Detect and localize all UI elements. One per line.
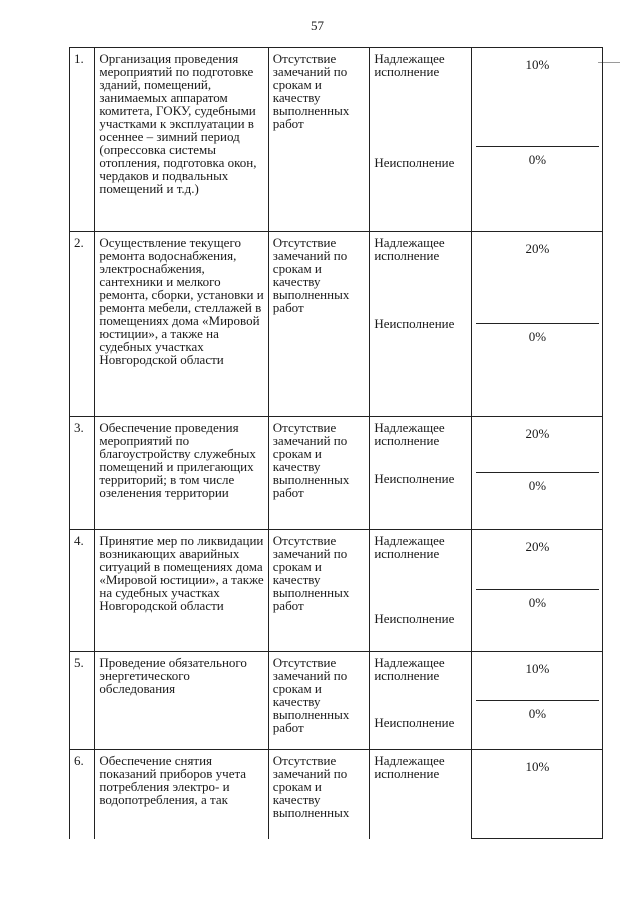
table-row [70,232,603,417]
percent-cell [471,48,602,232]
percent-cell [471,232,602,417]
table-row [70,417,603,530]
work-description: Осуществление текущего ремонта водоснабжения, электроснабжения, сантехники и мелкого ремонта, сборки, установки и ремонта мебели, стеллажей в помещениях дома «Мировой юстиции», а также на судебных участках Новгородской области [95,232,268,417]
work-description: Обеспечение снятия показаний приборов учета потребления электро- и водопотребления, а так [95,750,268,839]
evaluation-criteria: Отсутствие замечаний по срокам и качеству выполненных работ [268,48,370,232]
result-proper: Надлежащее исполнение [374,420,445,448]
percent-proper: 10% [476,52,599,147]
result-cell [370,652,472,750]
percent-failure: 0% [528,329,547,344]
row-number: 1. [70,48,95,232]
result-proper: Надлежащее исполнение [374,51,445,79]
percent-failure: 0% [528,152,547,167]
percent-cell [471,530,602,652]
row-number: 3. [70,417,95,530]
result-failure: Неисполнение [374,715,455,730]
row-number: 2. [70,232,95,417]
page-number: 57 [311,18,324,33]
percent-cell [471,750,602,839]
row-number: 5. [70,652,95,750]
table-row [70,652,603,750]
percent-proper: 20% [476,236,599,324]
result-failure: Неисполнение [374,155,455,170]
evaluation-criteria: Отсутствие замечаний по срокам и качеству выполненных работ [268,417,370,530]
evaluation-criteria: Отсутствие замечаний по срокам и качеству выполненных работ [268,652,370,750]
result-cell [370,417,472,530]
percent-proper: 10% [476,656,599,701]
row-number: 6. [70,750,95,839]
result-proper: Надлежащее исполнение [374,533,445,561]
table-row [70,530,603,652]
percent-failure: 0% [528,595,547,610]
result-failure: Неисполнение [374,316,455,331]
result-proper: Надлежащее исполнение [374,235,445,263]
result-cell [370,48,472,232]
result-cell [370,750,472,839]
work-description: Обеспечение проведения мероприятий по благоустройству служебных помещений и прилегающих территорий; в том числе озеленения территории [95,417,268,530]
percent-cell [471,652,602,750]
work-description: Принятие мер по ликвидации возникающих аварийных ситуаций в помещениях дома «Мировой юстиции», а также на судебных участках Новгородской области [95,530,268,652]
result-failure: Неисполнение [374,611,455,626]
percent-proper: 20% [476,534,599,590]
result-cell [370,232,472,417]
row-number: 4. [70,530,95,652]
table-row [70,750,603,839]
table-row [70,48,603,232]
percent-proper: 10% [525,759,550,774]
work-description: Организация проведения мероприятий по подготовке зданий, помещений, занимаемых аппаратом комитета, ГОКУ, судебными участками к эксплуатации в осеннее – зимний период (опрессовка системы отопления, подготовка окон, чердаков и подвальных помещений и т.д.) [95,48,268,232]
result-proper: Надлежащее исполнение [374,655,445,683]
percent-failure: 0% [528,478,547,493]
result-proper: Надлежащее исполнение [374,753,445,781]
percent-cell [471,417,602,530]
percent-proper: 20% [476,421,599,473]
evaluation-criteria: Отсутствие замечаний по срокам и качеству выполненных [268,750,370,839]
criteria-table [69,47,603,839]
percent-failure: 0% [528,706,547,721]
evaluation-criteria: Отсутствие замечаний по срокам и качеству выполненных работ [268,232,370,417]
evaluation-criteria: Отсутствие замечаний по срокам и качеству выполненных работ [268,530,370,652]
result-cell [370,530,472,652]
result-failure: Неисполнение [374,471,455,486]
work-description: Проведение обязательного энергетического обследования [95,652,268,750]
